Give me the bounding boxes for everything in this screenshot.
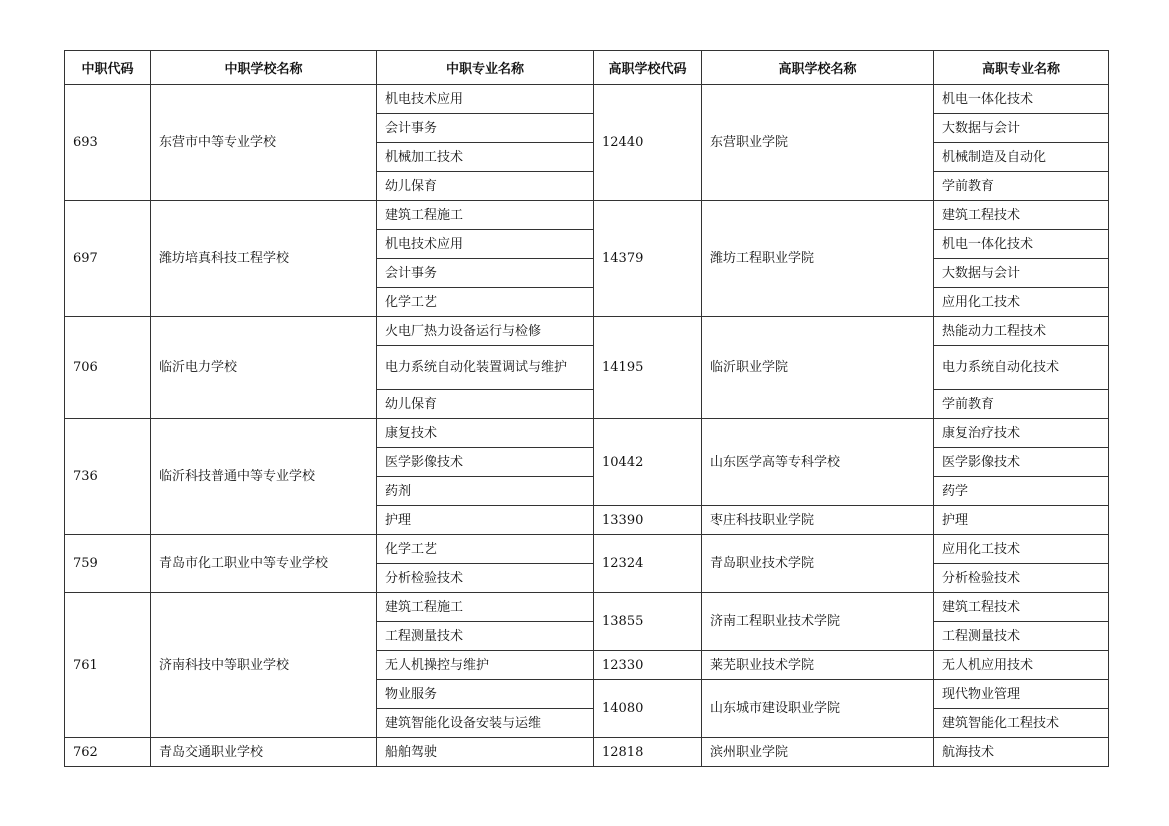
secondary-major: 建筑工程施工: [377, 201, 594, 230]
secondary-major: 火电厂热力设备运行与检修: [377, 317, 594, 346]
header-row: [65, 51, 1109, 85]
table-row: [65, 201, 1109, 230]
higher-major: 机电一体化技术: [934, 230, 1109, 259]
higher-school: 山东城市建设职业学院: [702, 680, 934, 738]
secondary-code: 762: [65, 738, 151, 767]
higher-major: 航海技术: [934, 738, 1109, 767]
secondary-major: 会计事务: [377, 114, 594, 143]
secondary-school: 东营市中等专业学校: [151, 85, 377, 201]
higher-major: 康复治疗技术: [934, 419, 1109, 448]
secondary-code: 761: [65, 593, 151, 738]
higher-major: 热能动力工程技术: [934, 317, 1109, 346]
higher-major: 建筑智能化工程技术: [934, 709, 1109, 738]
secondary-school: 潍坊培真科技工程学校: [151, 201, 377, 317]
higher-major: 学前教育: [934, 172, 1109, 201]
secondary-major: 幼儿保育: [377, 172, 594, 201]
secondary-major: 分析检验技术: [377, 564, 594, 593]
secondary-major: 药剂: [377, 477, 594, 506]
secondary-major: 机电技术应用: [377, 85, 594, 114]
secondary-major: 物业服务: [377, 680, 594, 709]
secondary-major: 护理: [377, 506, 594, 535]
higher-code: 14195: [594, 317, 702, 419]
secondary-code: 693: [65, 85, 151, 201]
higher-major: 应用化工技术: [934, 535, 1109, 564]
higher-school: 济南工程职业技术学院: [702, 593, 934, 651]
secondary-major: 船舶驾驶: [377, 738, 594, 767]
secondary-code: 736: [65, 419, 151, 535]
higher-code: 14379: [594, 201, 702, 317]
header-higher-school: 高职学校名称: [702, 51, 934, 85]
higher-school: 潍坊工程职业学院: [702, 201, 934, 317]
table-body: [65, 85, 1109, 767]
header-higher-code: 高职学校代码: [594, 51, 702, 85]
secondary-major: 建筑智能化设备安装与运维: [377, 709, 594, 738]
secondary-major: 化学工艺: [377, 288, 594, 317]
higher-code: 13855: [594, 593, 702, 651]
higher-code: 12324: [594, 535, 702, 593]
higher-code: 12818: [594, 738, 702, 767]
header-higher-major: 高职专业名称: [934, 51, 1109, 85]
table-row: [65, 317, 1109, 346]
higher-school: 山东医学高等专科学校: [702, 419, 934, 506]
secondary-major: 建筑工程施工: [377, 593, 594, 622]
higher-major: 机械制造及自动化: [934, 143, 1109, 172]
higher-major: 建筑工程技术: [934, 201, 1109, 230]
secondary-major: 机械加工技术: [377, 143, 594, 172]
secondary-major: 机电技术应用: [377, 230, 594, 259]
secondary-major: 化学工艺: [377, 535, 594, 564]
higher-code: 12440: [594, 85, 702, 201]
higher-major: 工程测量技术: [934, 622, 1109, 651]
secondary-major: 无人机操控与维护: [377, 651, 594, 680]
higher-major: 无人机应用技术: [934, 651, 1109, 680]
higher-major: 医学影像技术: [934, 448, 1109, 477]
table-row: [65, 535, 1109, 564]
secondary-school: 青岛交通职业学校: [151, 738, 377, 767]
higher-code: 14080: [594, 680, 702, 738]
header-secondary-school: 中职学校名称: [151, 51, 377, 85]
higher-school: 青岛职业技术学院: [702, 535, 934, 593]
higher-major: 电力系统自动化技术: [934, 346, 1109, 390]
higher-code: 12330: [594, 651, 702, 680]
header-secondary-major: 中职专业名称: [377, 51, 594, 85]
higher-major: 学前教育: [934, 390, 1109, 419]
enrollment-table: [64, 50, 1109, 767]
secondary-code: 697: [65, 201, 151, 317]
higher-school: 枣庄科技职业学院: [702, 506, 934, 535]
higher-major: 现代物业管理: [934, 680, 1109, 709]
secondary-major: 电力系统自动化装置调试与维护: [377, 346, 594, 390]
secondary-school: 青岛市化工职业中等专业学校: [151, 535, 377, 593]
table-row: [65, 419, 1109, 448]
header-secondary-code: 中职代码: [65, 51, 151, 85]
secondary-major: 幼儿保育: [377, 390, 594, 419]
table-header: [65, 51, 1109, 85]
higher-school: 东营职业学院: [702, 85, 934, 201]
higher-major: 应用化工技术: [934, 288, 1109, 317]
higher-major: 药学: [934, 477, 1109, 506]
secondary-major: 工程测量技术: [377, 622, 594, 651]
higher-major: 护理: [934, 506, 1109, 535]
secondary-school: 济南科技中等职业学校: [151, 593, 377, 738]
secondary-major: 会计事务: [377, 259, 594, 288]
higher-school: 滨州职业学院: [702, 738, 934, 767]
secondary-school: 临沂科技普通中等专业学校: [151, 419, 377, 535]
table-row: [65, 593, 1109, 622]
higher-major: 大数据与会计: [934, 114, 1109, 143]
table-row: [65, 738, 1109, 767]
table-row: [65, 85, 1109, 114]
secondary-code: 706: [65, 317, 151, 419]
secondary-major: 康复技术: [377, 419, 594, 448]
higher-code: 13390: [594, 506, 702, 535]
higher-major: 分析检验技术: [934, 564, 1109, 593]
higher-major: 建筑工程技术: [934, 593, 1109, 622]
higher-code: 10442: [594, 419, 702, 506]
higher-major: 机电一体化技术: [934, 85, 1109, 114]
higher-major: 大数据与会计: [934, 259, 1109, 288]
higher-school: 临沂职业学院: [702, 317, 934, 419]
secondary-code: 759: [65, 535, 151, 593]
secondary-school: 临沂电力学校: [151, 317, 377, 419]
higher-school: 莱芜职业技术学院: [702, 651, 934, 680]
secondary-major: 医学影像技术: [377, 448, 594, 477]
